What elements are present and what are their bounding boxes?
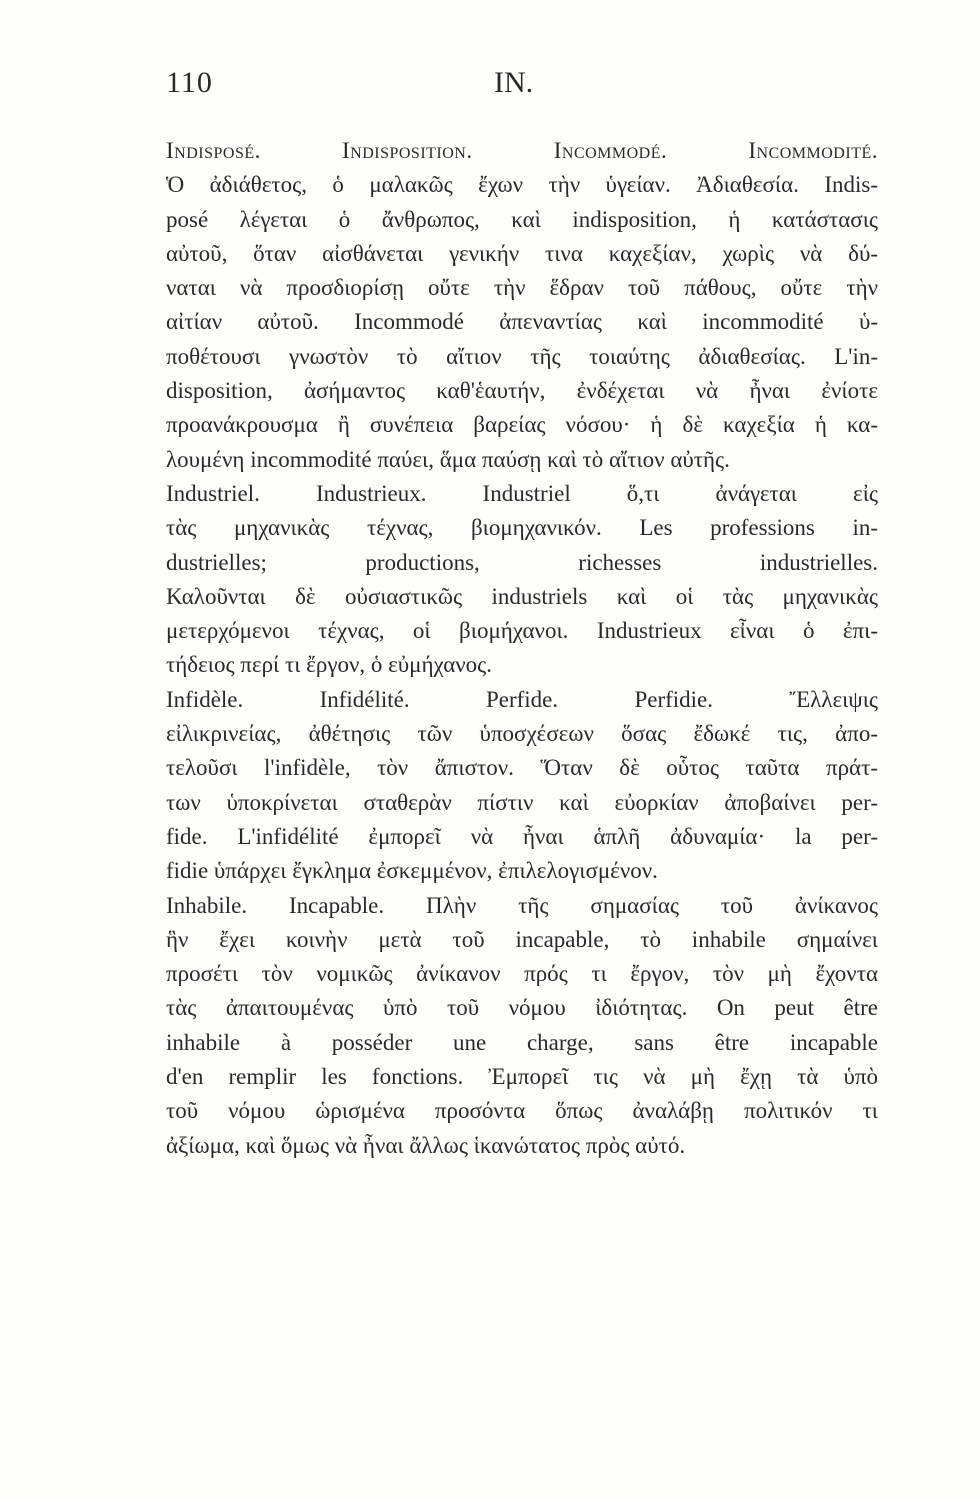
- entry-industriel: [166, 477, 878, 683]
- text-line: inhabile à posséder une charge, sans être incapable: [166, 1029, 878, 1055]
- section-heading: IN.: [494, 66, 534, 99]
- text-line: Ὁ ἀδιάθετος, ὁ μαλακῶς ἔχων τὴν ὑγείαν. Ἀδιαθεσία. Indis-: [166, 172, 878, 198]
- text-line: τελοῦσι l'infidèle, τὸν ἄπιστον. Ὅταν δὲ οὗτος ταῦτα πράτ-: [166, 755, 878, 781]
- text-line: ἣν ἔχει κοινὴν μετὰ τοῦ incapable, τὸ inhabile σημαίνει: [166, 926, 878, 952]
- entry-headword-line: Industriel. Industrieux. Industriel ὅ,τι ἀνάγεται εἰς: [166, 480, 878, 506]
- text-line: Καλοῦνται δὲ οὐσιαστικῶς industriels καὶ οἱ τὰς μηχανικὰς: [166, 583, 878, 609]
- entry-headword-line: Inhabile. Incapable. Πλὴν τῆς σημασίας τοῦ ἀνίκανος: [166, 892, 878, 918]
- text-line: μετερχόμενοι τέχνας, οἱ βιομήχανοι. Industrieux εἶναι ὁ ἐπι-: [166, 618, 878, 644]
- entry-infidele: [166, 683, 878, 889]
- text-line: προανάκρουσμα ἢ συνέπεια βαρείας νόσου· ἡ δὲ καχεξία ἡ κα-: [166, 412, 878, 438]
- text-line: τήδειος περί τι ἔργον, ὁ εὐμήχανος.: [166, 652, 493, 678]
- text-line: λουμένη incommodité παύει, ἅμα παύσῃ καὶ τὸ αἴτιον αὐτῆς.: [166, 446, 730, 472]
- text-line: τοῦ νόμου ὡρισμένα προσόντα ὅπως ἀναλάβῃ πολιτικόν τι: [166, 1098, 878, 1124]
- text-line: αἰτίαν αὐτοῦ. Incommodé ἀπεναντίας καὶ incommodité ὑ-: [166, 309, 878, 335]
- text-line: posé λέγεται ὁ ἄνθρωπος, καὶ indisposition, ἡ κατάστασις: [166, 206, 878, 232]
- text-line: προσέτι τὸν νομικῶς ἀνίκανον πρός τι ἔργον, τὸν μὴ ἔχοντα: [166, 961, 878, 987]
- text-line: fidie ὑπάρχει ἔγκλημα ἐσκεμμένον, ἐπιλελογισμένον.: [166, 858, 658, 884]
- text-line: αὐτοῦ, ὅταν αἰσθάνεται γενικήν τινα καχεξίαν, χωρὶς νὰ δύ-: [166, 240, 878, 266]
- text-line: d'en remplir les fonctions. Ἐμπορεῖ τις νὰ μὴ ἔχῃ τὰ ὑπὸ: [166, 1064, 878, 1090]
- dictionary-text: [166, 134, 878, 1163]
- running-head: [166, 66, 878, 110]
- text-line: τὰς μηχανικὰς τέχνας, βιομηχανικόν. Les professions in-: [166, 515, 878, 541]
- entry-headword-line: Indisposé. Indisposition. Incommodé. Incommodité.: [166, 138, 878, 163]
- text-line: fide. L'infidélité ἐμπορεῖ νὰ ἦναι ἁπλῆ ἀδυναμία· la per-: [166, 823, 878, 849]
- entry-headword-line: Infidèle. Infidélité. Perfide. Perfidie. Ἔλλειψις: [166, 686, 878, 712]
- entry-indispose: [166, 134, 878, 477]
- text-line: dustrielles; productions, richesses industrielles.: [166, 549, 878, 575]
- text-line: ποθέτουσι γνωστὸν τὸ αἴτιον τῆς τοιαύτης ἀδιαθεσίας. L'in-: [166, 343, 878, 369]
- text-line: ἀξίωμα, καὶ ὅμως νὰ ἦναι ἄλλως ἱκανώτατος πρὸς αὐτό.: [166, 1132, 686, 1158]
- text-line: ναται νὰ προσδιορίσῃ οὔτε τὴν ἕδραν τοῦ πάθους, οὔτε τὴν: [166, 275, 878, 301]
- entry-inhabile: [166, 889, 878, 1163]
- text-line: disposition, ἀσήμαντος καθ'ἑαυτήν, ἐνδέχεται νὰ ἦναι ἐνίοτε: [166, 378, 878, 404]
- page-number: 110: [166, 66, 213, 99]
- text-line: εἰλικρινείας, ἀθέτησις τῶν ὑποσχέσεων ὅσας ἔδωκέ τις, ἀπο-: [166, 721, 878, 747]
- text-line: των ὑποκρίνεται σταθερὰν πίστιν καὶ εὐορκίαν ἀποβαίνει per-: [166, 789, 878, 815]
- text-line: τὰς ἀπαιτουμένας ὑπὸ τοῦ νόμου ἰδιότητας. On peut être: [166, 995, 878, 1021]
